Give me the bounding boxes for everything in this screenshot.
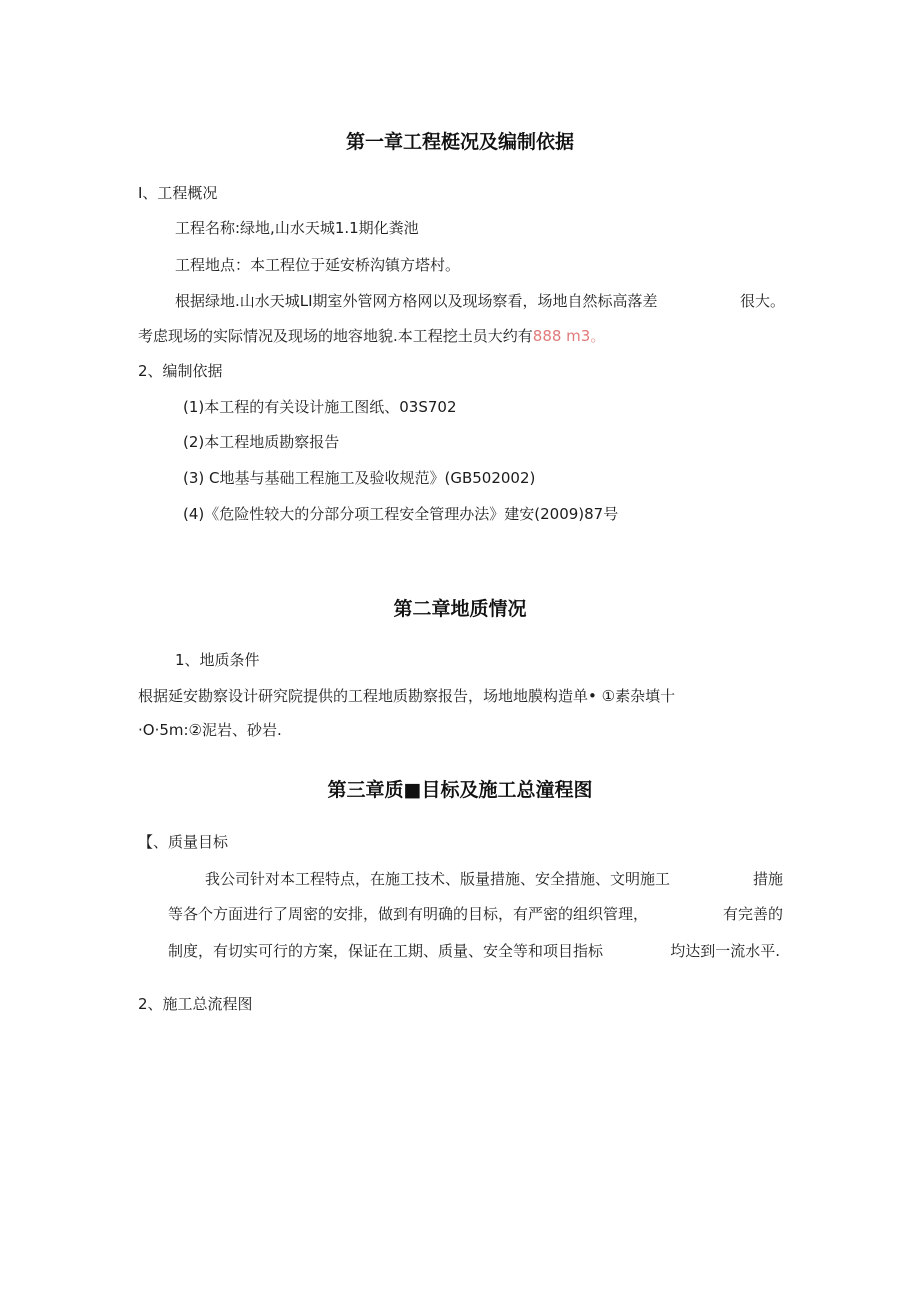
chapter-3-title: 第三章质■目标及施工总潼程图 <box>327 779 593 801</box>
quality-text-part-2: 措施 <box>752 870 783 888</box>
section-flowchart-heading: 2、施工总流程图 <box>138 995 253 1013</box>
description-text-part-2: 很大。 <box>739 292 785 310</box>
section-quality-heading: 【、质量目标 <box>138 833 229 851</box>
quality-text-line-1 <box>205 869 783 889</box>
description-text: 考虑现场的实际情况及现场的地容地貌.本工程挖土员大约有 <box>138 327 533 345</box>
quality-text-part-1: 我公司针对本工程特点，在施工技术、版量措施、安全措施、文明施工 <box>205 870 671 888</box>
section-geology-heading: 1、地质条件 <box>175 651 260 669</box>
excavation-volume: 888 m3。 <box>532 327 606 345</box>
quality-text-part-1: 制度，有切实可行的方案，保证在工期、质量、安全等和项目指标 <box>168 942 604 960</box>
quality-text-part-2: 有完善的 <box>722 905 783 923</box>
project-name: 工程名称:绿地,山水天城1.1期化粪池 <box>175 219 419 237</box>
basis-item: (4)《危险性较大的分部分项工程安全管理办法》建安(2009)87号 <box>183 505 619 523</box>
quality-text-line-3 <box>168 941 780 961</box>
quality-text-line-2 <box>168 904 783 924</box>
basis-item: (2)本工程地质勘察报告 <box>183 433 340 451</box>
quality-text-part-1: 等各个方面进行了周密的安排，做到有明确的目标，有严密的组织管理， <box>168 905 649 923</box>
geology-text-line-2: ·O·5m:②泥岩、砂岩. <box>138 721 282 739</box>
geology-text-line-1: 根据延安勘察设计研究院提供的工程地质勘察报告，场地地膜构造单• ①素杂填十 <box>138 687 676 705</box>
description-text-part-1: 根据绿地.山水天城LI期室外管网方格网以及现场察看，场地自然标高落差 <box>175 292 658 310</box>
project-description-line-1 <box>175 291 785 311</box>
chapter-2-title: 第二章地质情况 <box>393 598 527 620</box>
project-description-line-2 <box>138 326 605 346</box>
basis-item: (1)本工程的有关设计施工图纸、03S702 <box>183 398 457 416</box>
basis-item: (3) C地基与基础工程施工及验收规范》(GB502002) <box>183 469 536 487</box>
section-overview-heading: I、工程概况 <box>138 184 218 202</box>
chapter-1-title: 第一章工程梃况及编制依据 <box>345 131 574 153</box>
section-basis-heading: 2、编制依据 <box>138 362 223 380</box>
quality-text-part-2: 均达到一流水平. <box>670 942 780 960</box>
project-location: 工程地点：本工程位于延安桥沟镇方塔村。 <box>175 256 461 274</box>
